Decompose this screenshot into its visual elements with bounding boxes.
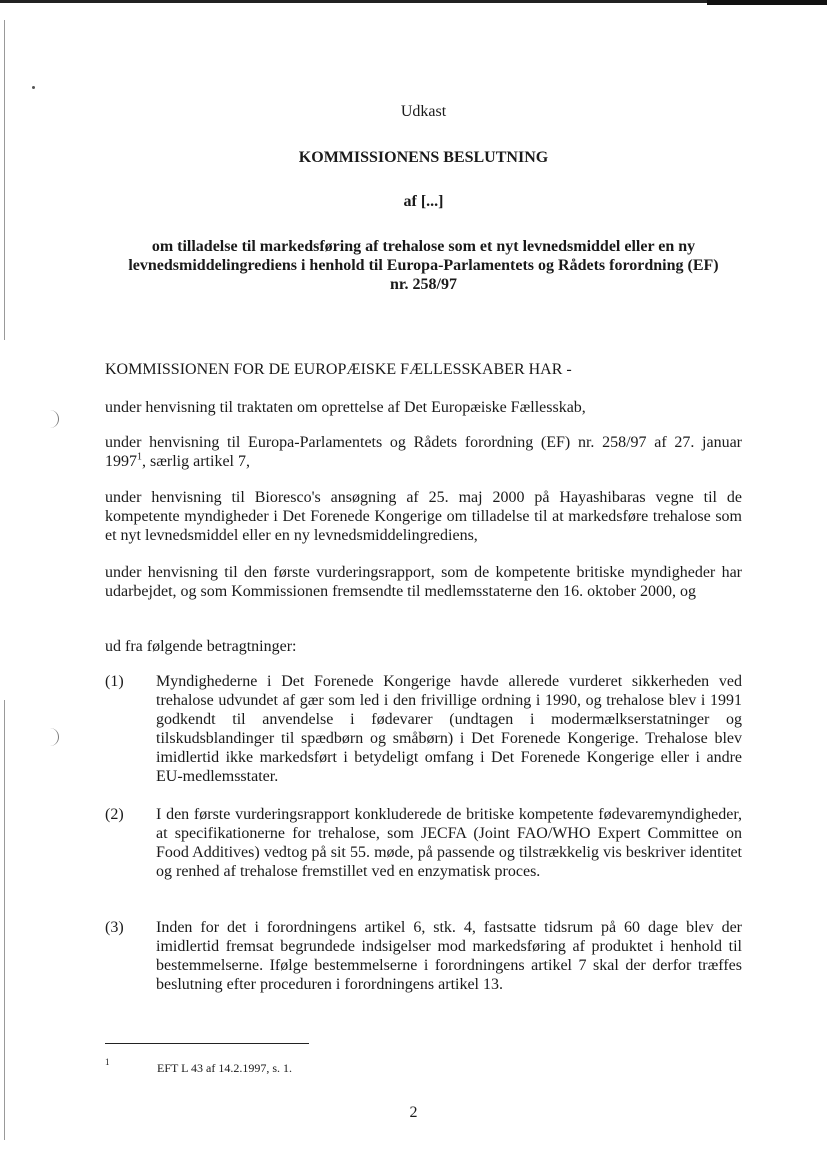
recital <box>105 805 742 881</box>
scan-top-edge <box>0 0 827 3</box>
recitals-intro: ud fra følgende betragtninger: <box>105 638 297 655</box>
draft-label: Udkast <box>400 103 447 120</box>
scan-mark <box>48 410 59 428</box>
recital-number: (2) <box>105 806 124 823</box>
scan-left-edge <box>4 20 5 340</box>
footnote-separator <box>105 1043 309 1044</box>
recital-text: Inden for det i forordningens artikel 6, stk. 4, fastsatte tidsrum på 60 dage blev der imidlertid fremsat begrundede indsigelser mod markedsføring af produktet i henhold til bestemmelserne. Ifølge bestemmelserne i forordningens artikel 7 skal der derfor træffes beslutning efter proceduren i forordningens artikel 13. <box>156 919 742 993</box>
scan-speck <box>32 86 35 89</box>
recital <box>105 672 742 786</box>
footnote-text: EFT L 43 af 14.2.1997, s. 1. <box>157 1061 292 1075</box>
citation: under henvisning til den første vurderingsrapport, som de kompetente britiske myndigheder har udarbejdet, og som Kommissionen fremsendte til medlemsstaterne den 16. oktober 2000, og <box>105 564 742 600</box>
citation: under henvisning til Bioresco's ansøgning af 25. maj 2000 på Hayashibaras vegne til de kompetente myndigheder i Det Forenede Kongerige om tilladelse til at markedsføre trehalose som et nyt levnedsmiddel eller en ny levnedsmiddelingrediens, <box>105 489 742 544</box>
page-number: 2 <box>409 1104 418 1121</box>
citation-text: under henvisning til Europa-Parlamentets og Rådets forordning (EF) nr. 258/97 af 27. januar 1997 <box>105 434 742 470</box>
citation-text: , særlig artikel 7, <box>142 453 250 470</box>
footnote-mark: 1 <box>105 1057 110 1067</box>
scan-top-edge-dark <box>707 0 827 5</box>
document-title: KOMMISSIONENS BESLUTNING <box>298 149 549 166</box>
subject-line: levnedsmiddelingrediens i henhold til Europa-Parlamentets og Rådets forordning (EF) <box>128 257 719 274</box>
scan-left-edge <box>4 700 5 1140</box>
footnote-reference: 1 <box>137 451 142 463</box>
recital-text: Myndighederne i Det Forenede Kongerige havde allerede vurderet sikkerheden ved trehalose udvundet af gær som led i den frivillige ordning i 1990, og trehalose blev i 1991 godkendt til anvendelse i fødevarer (undtagen i modermælkserstatninger og tilskudsblandinger til spædbørn og småbørn) i Det Forenede Kongerige. Trehalose blev imidlertid ikke markedsført i betydeligt omfang i Det Forenede Kongerige eller i andre EU-medlemsstater. <box>156 673 742 785</box>
citation: under henvisning til traktaten om oprettelse af Det Europæiske Fællesskab, <box>105 399 586 416</box>
scan-mark <box>48 728 59 746</box>
subject-line: nr. 258/97 <box>390 276 457 293</box>
preamble-intro: KOMMISSIONEN FOR DE EUROPÆISKE FÆLLESSKABER HAR - <box>105 361 572 378</box>
recital-number: (1) <box>105 673 124 690</box>
recital-text: I den første vurderingsrapport konkluderede de britiske kompetente fødevaremyndigheder, at specifikationerne for trehalose, som JECFA (Joint FAO/WHO Expert Committee on Food Additives) vedtog på sit 55. møde, på passende og tilstrækkelig vis beskriver identitet og renhed af trehalose fremstillet ved en enzymatisk proces. <box>156 806 742 880</box>
subject-line: om tilladelse til markedsføring af trehalose som et nyt levnedsmiddel eller en ny <box>151 238 696 255</box>
citation <box>105 433 742 471</box>
recital-number: (3) <box>105 919 124 936</box>
date-line: af [...] <box>403 193 444 210</box>
recital <box>105 918 742 994</box>
